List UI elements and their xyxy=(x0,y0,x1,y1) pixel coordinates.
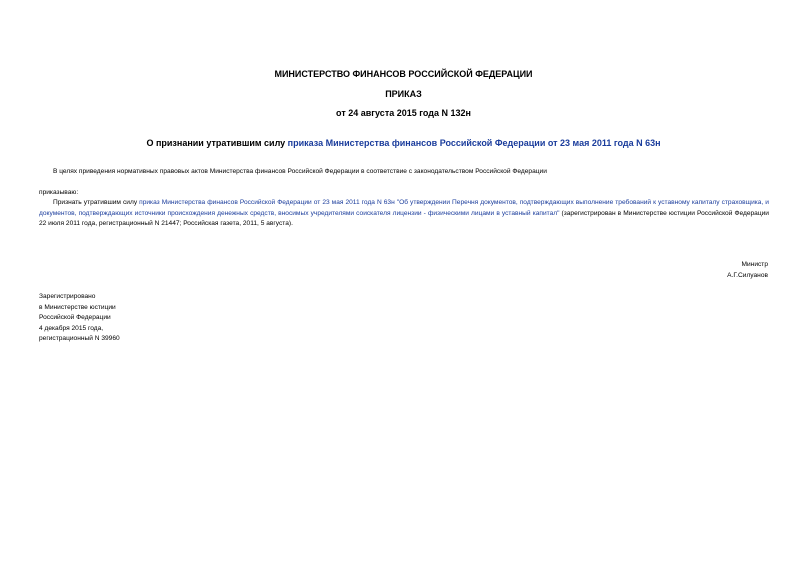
registration-block xyxy=(39,292,120,345)
ministry-heading: МИНИСТЕРСТВО ФИНАНСОВ РОССИЙСКОЙ ФЕДЕРАЦИИ xyxy=(274,69,533,79)
repealed-order-link[interactable]: приказ Министерства финансов Российской Федерации от 23 мая 2011 года N 63н "Об утверждении Перечня документов, подтверждающих выполнение требований к уставному капиталу страховщика, и документов, подтверждающих источники происхождения денежных средств, вносимых учредителями соискателя лицензии - физическими лицами в уставный капитал" xyxy=(39,199,769,217)
signature-block xyxy=(727,260,768,281)
registration-line-2: в Министерстве юстиции xyxy=(39,303,116,311)
document-title-link[interactable]: приказа Министерства финансов Российской Федерации от 23 мая 2011 года N 63н xyxy=(287,138,661,148)
document-date-heading: от 24 августа 2015 года N 132н xyxy=(336,108,471,118)
registration-line-5: регистрационный N 39960 xyxy=(39,335,120,342)
document-type-heading: ПРИКАЗ xyxy=(385,89,422,99)
signatory-position: Министр xyxy=(741,261,768,268)
signatory-name: А.Г.Силуанов xyxy=(727,271,768,279)
registration-line-4: 4 декабря 2015 года, xyxy=(39,324,104,332)
main-paragraph-suffix: (зарегистрирован в Министерстве юстиции Российской Федерации 22 июля 2011 года, регистрационный N 21447; Российская газета, 2011, 5 августа). xyxy=(39,209,769,227)
intro-paragraph: В целях приведения нормативных правовых актов Министерства финансов Российской Федерации в соответствие с законодательством Российской Федерации xyxy=(53,168,547,175)
registration-line-1: Зарегистрировано xyxy=(39,293,96,300)
document-title-prefix: О признании утратившим силу xyxy=(146,138,288,148)
main-paragraph-prefix: Признать утратившим силу xyxy=(53,199,140,206)
main-paragraph xyxy=(39,198,769,230)
document-title xyxy=(0,137,807,149)
registration-line-3: Российской Федерации xyxy=(39,314,111,321)
orders-label: приказываю: xyxy=(39,189,79,196)
